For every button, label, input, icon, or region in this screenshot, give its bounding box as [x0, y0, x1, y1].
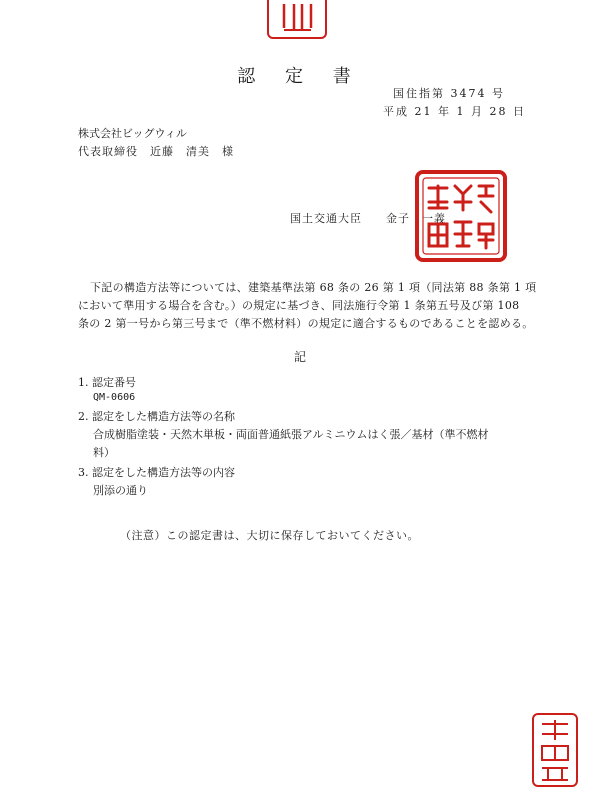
item-heading: 2. 認定をした構造方法等の名称: [78, 410, 235, 423]
statement-line: 下記の構造方法等については、建築基準法第 68 条の 26 第 1 項（同法第 88 条第 1 項: [90, 281, 537, 294]
page-title: 認 定 書: [237, 66, 363, 87]
item-value: QM-0606: [93, 392, 136, 403]
document-date: 平成 21 年 1 月 28 日: [383, 105, 526, 118]
item-heading: 3. 認定をした構造方法等の内容: [78, 466, 235, 479]
statement-line: 条の 2 第一号から第三号まで（準不燃材料）の規定に適合するものであることを認める。: [78, 317, 534, 330]
item-value: 合成樹脂塗装・天然木単板・両面普通紙張アルミニウムはく張／基材（準不燃材: [93, 428, 489, 441]
item-heading: 1. 認定番号: [78, 376, 136, 389]
recipient-company: 株式会社ビッグウィル: [78, 127, 187, 140]
item-value: 料）: [93, 446, 115, 459]
ki-heading: 記: [293, 350, 306, 364]
issuer-name: 国土交通大臣 金子 一義: [290, 212, 446, 225]
recipient-representative: 代表取締役 近藤 清美 様: [78, 145, 234, 158]
statement-line: において準用する場合を含む。）の規定に基づき、同法施行令第 1 条第五号及び第 108: [78, 299, 520, 312]
item-value: 別添の通り: [93, 484, 148, 497]
bottom-stamp: [530, 710, 580, 790]
document-number: 国住指第 3474 号: [393, 87, 505, 100]
certification-statement: [78, 279, 538, 333]
official-seal: [413, 168, 509, 264]
top-stamp: [266, 0, 328, 42]
storage-note: （注意）この認定書は、大切に保存しておいてください。: [120, 529, 419, 542]
